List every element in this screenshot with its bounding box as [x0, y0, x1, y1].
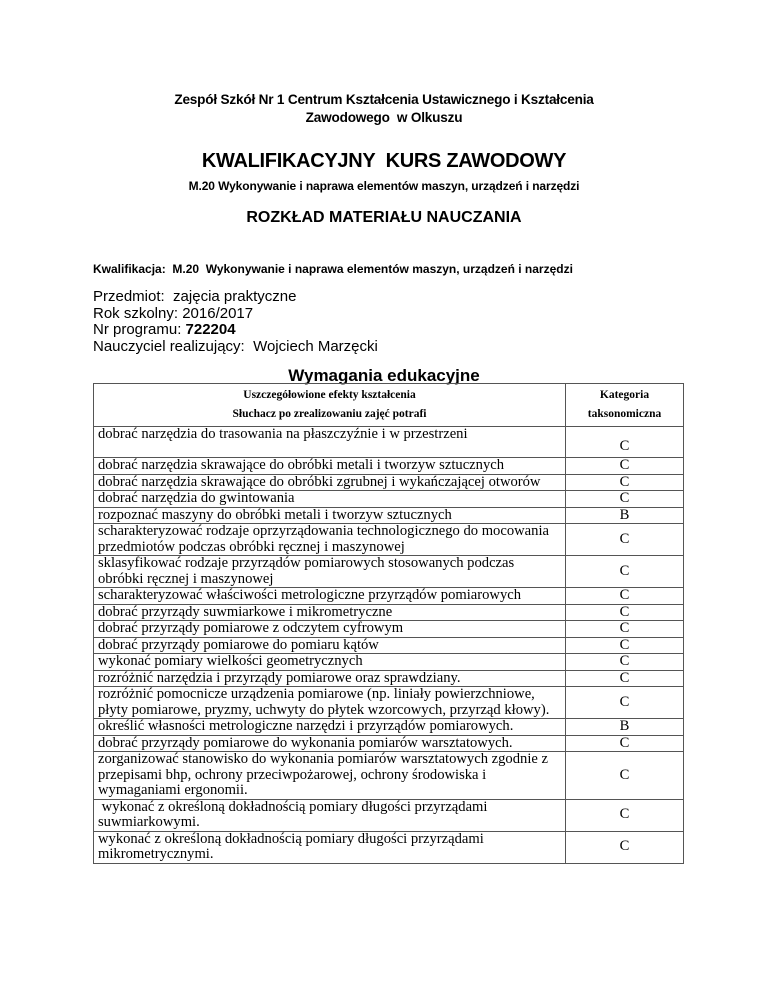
taxonomy-category: C — [566, 491, 684, 508]
learning-outcome: dobrać przyrządy pomiarowe z odczytem cyfrowym — [94, 621, 566, 638]
teacher-value: Wojciech Marzęcki — [253, 337, 378, 355]
table-row — [94, 735, 684, 752]
learning-outcome: dobrać przyrządy suwmiarkowe i mikrometryczne — [94, 604, 566, 621]
table-row — [94, 524, 684, 556]
taxonomy-category: B — [566, 507, 684, 524]
learning-outcome: dobrać przyrządy pomiarowe do pomiaru kątów — [94, 637, 566, 654]
col-header-effects — [94, 384, 566, 427]
table-row — [94, 556, 684, 588]
subject-line — [93, 289, 378, 306]
table-row — [94, 719, 684, 736]
school-name-line2: Zawodowego w Olkuszu — [305, 110, 463, 125]
subject-value: zajęcia praktyczne — [173, 288, 297, 305]
learning-outcome: scharakteryzować rodzaje oprzyrządowania technologicznego do mocowania przedmiotów podczas obróbki ręcznej i maszynowej — [94, 524, 566, 556]
taxonomy-category: C — [566, 556, 684, 588]
learning-outcome: dobrać narzędzia skrawające do obróbki zgrubnej i wykańczającej otworów — [94, 474, 566, 491]
taxonomy-category: C — [566, 621, 684, 638]
table-row — [94, 752, 684, 800]
table-row — [94, 637, 684, 654]
learning-outcome: rozpoznać maszyny do obróbki metali i tworzyw sztucznych — [94, 507, 566, 524]
col-header-category-line2: taksonomiczna — [587, 408, 662, 420]
year-value: 2016/2017 — [182, 304, 254, 322]
taxonomy-category: C — [566, 799, 684, 831]
col-header-category-line1: Kategoria — [599, 389, 650, 401]
table-row — [94, 588, 684, 605]
learning-outcome: wykonać pomiary wielkości geometrycznych — [94, 654, 566, 671]
learning-outcome: dobrać przyrządy pomiarowe do wykonania pomiarów warsztatowych. — [94, 735, 566, 752]
teacher-label: Nauczyciel realizujący: — [93, 337, 245, 355]
table-row — [94, 831, 684, 863]
table-row — [94, 507, 684, 524]
taxonomy-category: B — [566, 719, 684, 736]
qualification-line: Kwalifikacja: M.20 Wykonywanie i naprawa elementów maszyn, urządzeń i narzędzi — [93, 262, 573, 276]
table-row — [94, 687, 684, 719]
table-row — [94, 604, 684, 621]
taxonomy-category: C — [566, 427, 684, 458]
learning-outcome: zorganizować stanowisko do wykonania pomiarów warsztatowych zgodnie z przepisami bhp, ochrony przeciwpożarowej, ochrony środowiska i wymaganiami ergonomii. — [94, 752, 566, 800]
col-header-effects-line1: Uszczegółowione efekty kształcenia — [243, 389, 416, 401]
taxonomy-category: C — [566, 831, 684, 863]
table-row — [94, 654, 684, 671]
table-row — [94, 474, 684, 491]
taxonomy-category: C — [566, 654, 684, 671]
taxonomy-category: C — [566, 735, 684, 752]
taxonomy-category: C — [566, 752, 684, 800]
learning-outcome: sklasyfikować rodzaje przyrządów pomiarowych stosowanych podczas obróbki ręcznej i maszynowej — [94, 556, 566, 588]
learning-outcome: scharakteryzować właściwości metrologiczne przyrządów pomiarowych — [94, 588, 566, 605]
taxonomy-category: C — [566, 524, 684, 556]
taxonomy-category: C — [566, 604, 684, 621]
table-row — [94, 491, 684, 508]
learning-outcome: dobrać narzędzia skrawające do obróbki metali i tworzyw sztucznych — [94, 458, 566, 475]
learning-outcome: rozróżnić narzędzia i przyrządy pomiarowe oraz sprawdziany. — [94, 670, 566, 687]
subject-label: Przedmiot: — [93, 288, 165, 305]
learning-outcome: dobrać narzędzia do trasowania na płaszczyźnie i w przestrzeni — [94, 427, 566, 458]
document-title: ROZKŁAD MATERIAŁU NAUCZANIA — [246, 209, 522, 226]
table-row — [94, 799, 684, 831]
requirements-table — [93, 383, 684, 864]
program-label: Nr programu: — [93, 321, 182, 338]
learning-outcome: dobrać narzędzia do gwintowania — [94, 491, 566, 508]
year-line — [93, 306, 378, 323]
section-title: Wymagania edukacyjne — [288, 366, 480, 385]
taxonomy-category: C — [566, 458, 684, 475]
program-value: 722204 — [185, 321, 236, 338]
table-row — [94, 621, 684, 638]
taxonomy-category: C — [566, 474, 684, 491]
learning-outcome: określić własności metrologiczne narzędzi i przyrządów pomiarowych. — [94, 719, 566, 736]
col-header-category — [566, 384, 684, 427]
taxonomy-category: C — [566, 588, 684, 605]
table-header-row — [94, 384, 684, 427]
taxonomy-category: C — [566, 687, 684, 719]
course-subtitle: M.20 Wykonywanie i naprawa elementów maszyn, urządzeń i narzędzi — [188, 179, 580, 193]
course-title: KWALIFIKACYJNY KURS ZAWODOWY — [201, 150, 567, 172]
learning-outcome: wykonać z określoną dokładnością pomiary długości przyrządami suwmiarkowymi. — [94, 799, 566, 831]
taxonomy-category: C — [566, 670, 684, 687]
school-name-line1: Zespół Szkół Nr 1 Centrum Kształcenia Ustawicznego i Kształcenia — [174, 92, 594, 107]
year-label: Rok szkolny: — [93, 304, 179, 322]
learning-outcome: wykonać z określoną dokładnością pomiary długości przyrządami mikrometrycznymi. — [94, 831, 566, 863]
table-row — [94, 458, 684, 475]
taxonomy-category: C — [566, 637, 684, 654]
teacher-line — [93, 339, 378, 356]
learning-outcome: rozróżnić pomocnicze urządzenia pomiarowe (np. liniały powierzchniowe, płyty pomiarowe, pryzmy, uchwyty do płytek wzorcowych, przyrząd kłowy). — [94, 687, 566, 719]
course-info — [93, 289, 378, 355]
program-line — [93, 322, 378, 339]
col-header-effects-line2: Słuchacz po zrealizowaniu zajęć potrafi — [232, 408, 427, 420]
table-row — [94, 670, 684, 687]
table-row — [94, 427, 684, 458]
